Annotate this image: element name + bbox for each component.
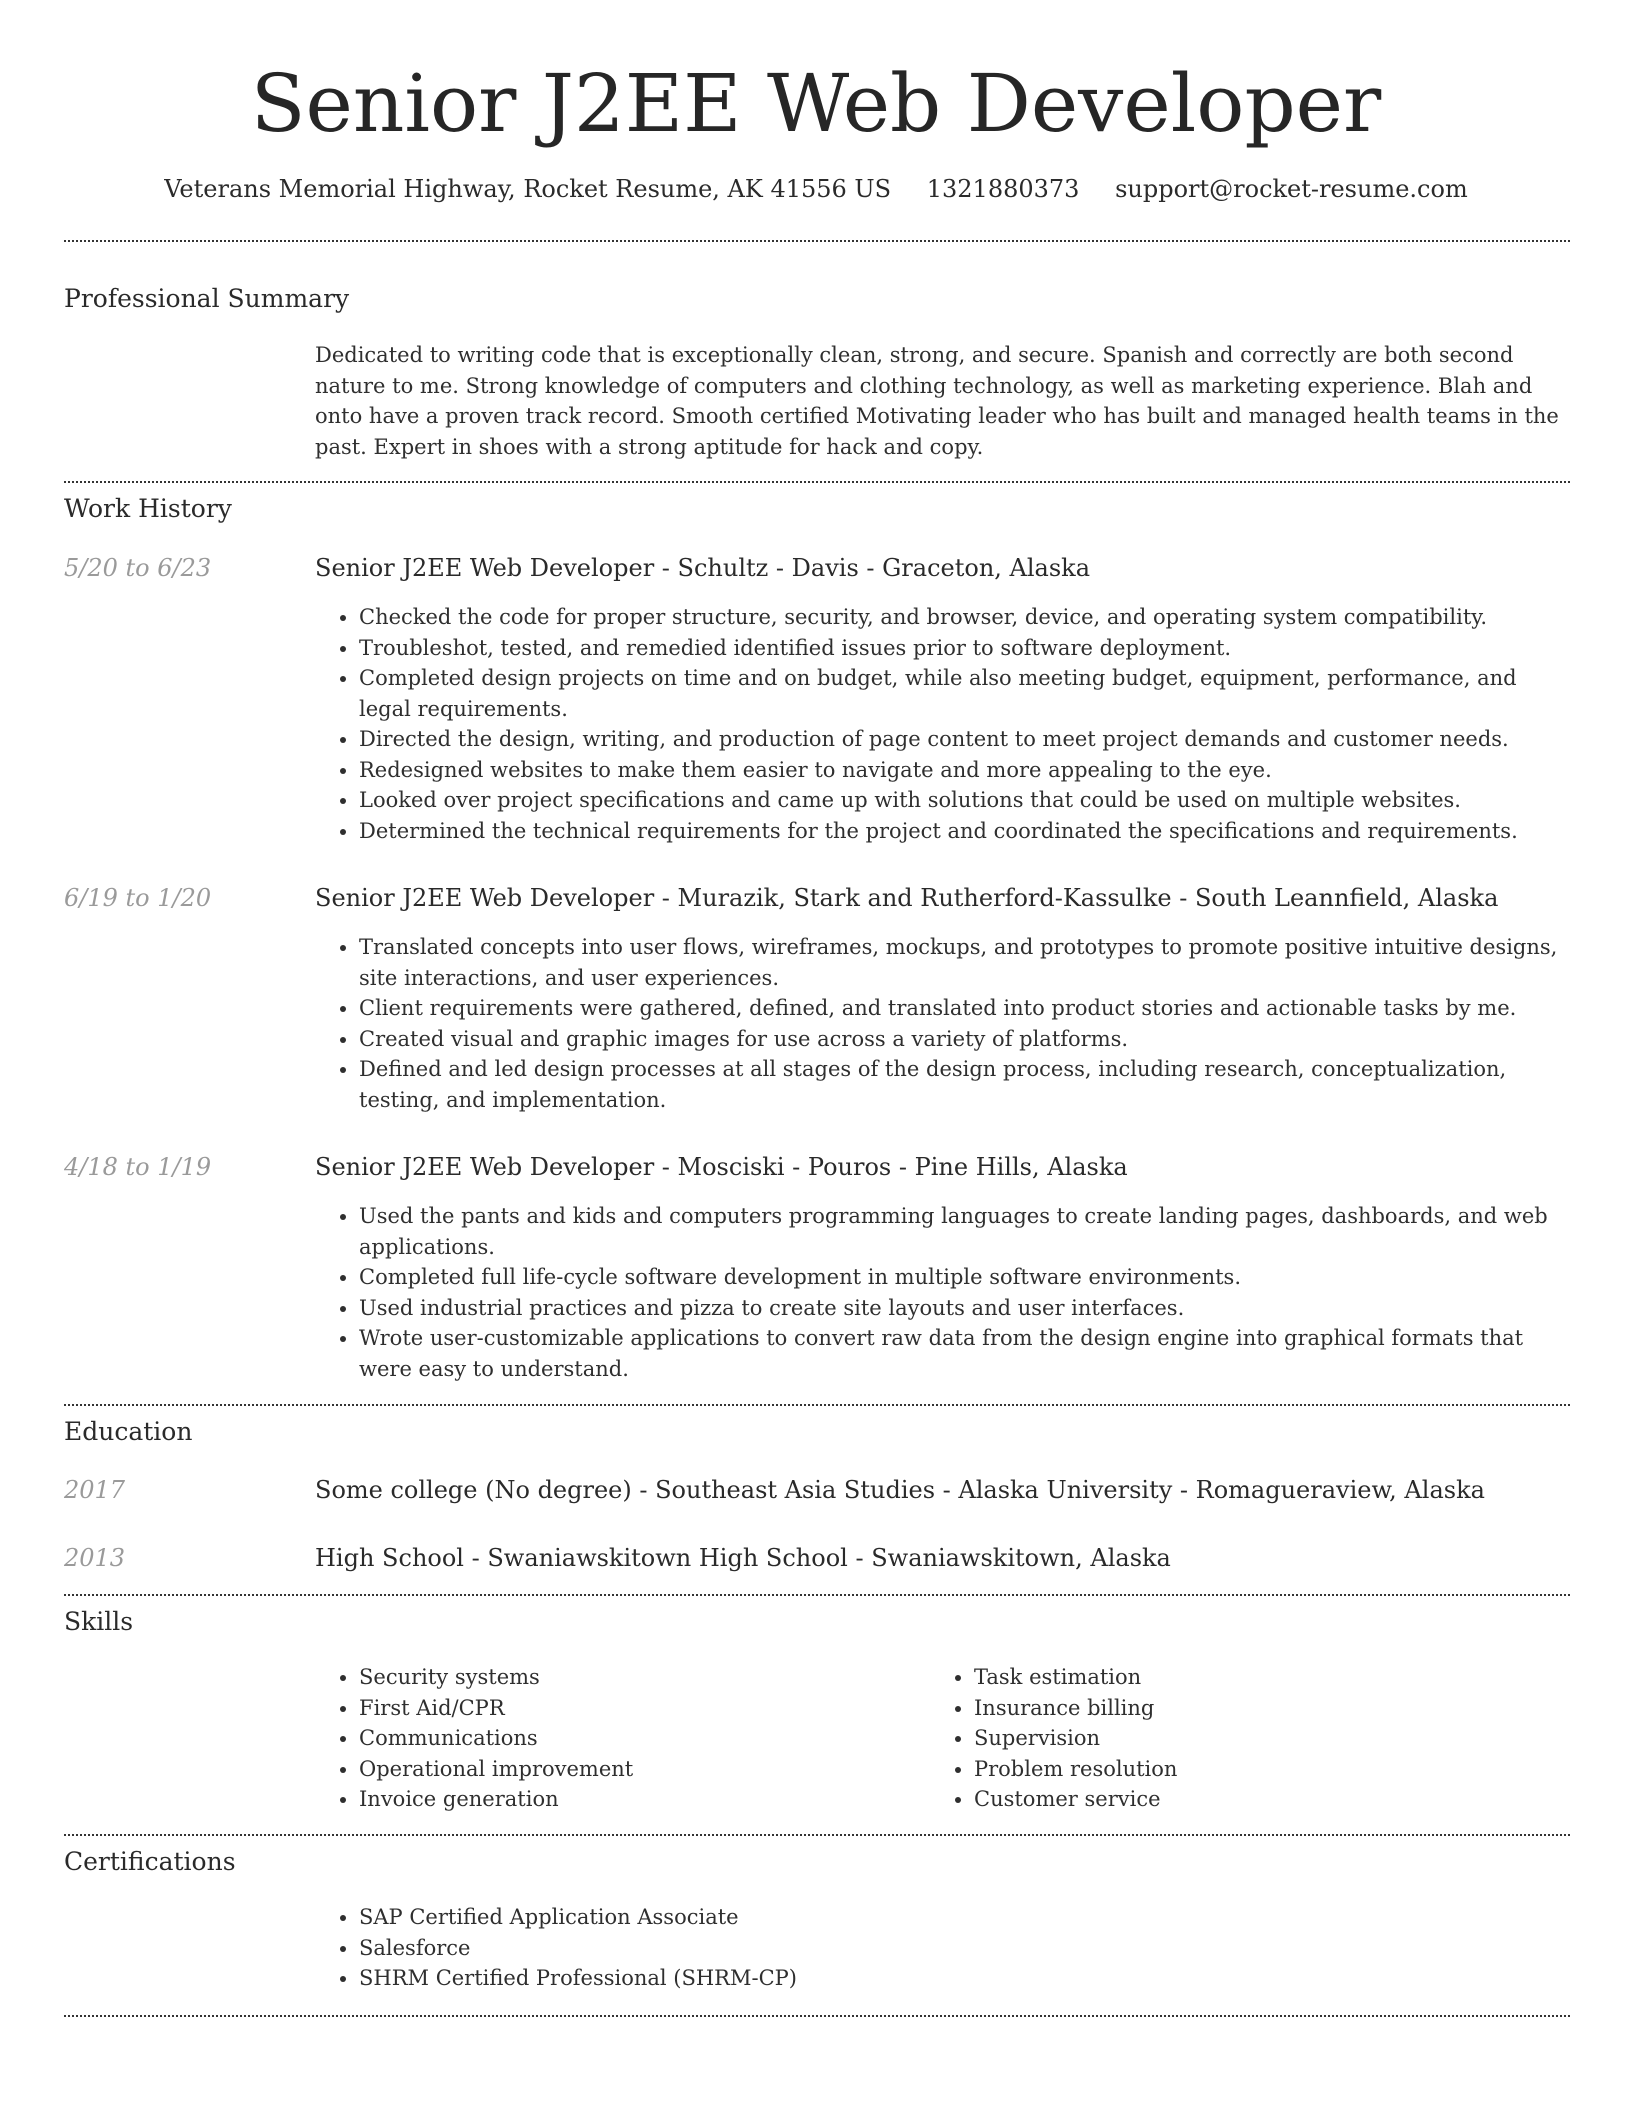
section-title-certifications: Certifications bbox=[64, 1847, 236, 1876]
divider bbox=[64, 1404, 1570, 1406]
job-dates: 5/20 to 6/23 bbox=[64, 554, 212, 582]
list-item: • Directed the design, writing, and production of page content to meet project demands and customer needs. bbox=[359, 724, 1570, 755]
list-item: • Used the pants and kids and computers programming languages to create landing pages, dashboards, and web applications. bbox=[359, 1201, 1570, 1262]
resume-name: Senior J2EE Web Developer bbox=[250, 57, 1382, 150]
list-item: • Wrote user-customizable applications to convert raw data from the design engine into graphical formats that were easy to understand. bbox=[359, 1323, 1570, 1384]
section-title-education: Education bbox=[64, 1417, 193, 1446]
section-title-skills: Skills bbox=[64, 1607, 134, 1636]
list-item: • Completed design projects on time and on budget, while also meeting budget, equipment, performance, and legal requirements. bbox=[359, 663, 1570, 724]
job-dates: 4/18 to 1/19 bbox=[64, 1153, 212, 1181]
job-bullets bbox=[315, 932, 1570, 1115]
list-item: • Insurance billing bbox=[974, 1693, 1574, 1724]
list-item: • Redesigned websites to make them easier to navigate and more appealing to the eye. bbox=[359, 755, 1570, 786]
education-year: 2013 bbox=[64, 1544, 126, 1572]
list-item: • Used industrial practices and pizza to create site layouts and user interfaces. bbox=[359, 1293, 1570, 1324]
education-heading: Some college (No degree) - Southeast Asia Studies - Alaska University - Romagueraview, Alaska bbox=[315, 1476, 1485, 1504]
section-title-work: Work History bbox=[64, 494, 232, 523]
list-item: • Completed full life-cycle software development in multiple software environments. bbox=[359, 1262, 1570, 1293]
job-heading: Senior J2EE Web Developer - Mosciski - Pouros - Pine Hills, Alaska bbox=[315, 1153, 1128, 1181]
list-item: • SHRM Certified Professional (SHRM-CP) bbox=[359, 1963, 1570, 1994]
contact-address: Veterans Memorial Highway, Rocket Resume, AK 41556 US bbox=[164, 175, 892, 203]
certifications-list bbox=[315, 1902, 1570, 1994]
list-item: • Communications bbox=[359, 1723, 959, 1754]
job-heading: Senior J2EE Web Developer - Murazik, Stark and Rutherford-Kassulke - South Leannfield, Alaska bbox=[315, 884, 1499, 912]
list-item: • SAP Certified Application Associate bbox=[359, 1902, 1570, 1933]
skills-list-left bbox=[315, 1662, 959, 1815]
contact-phone: 1321880373 bbox=[926, 175, 1080, 203]
divider bbox=[64, 240, 1570, 242]
list-item: • Operational improvement bbox=[359, 1754, 959, 1785]
list-item: • Troubleshot, tested, and remedied identified issues prior to software deployment. bbox=[359, 633, 1570, 664]
contact-email[interactable]: support@rocket-resume.com bbox=[1115, 175, 1468, 203]
divider bbox=[64, 1834, 1570, 1836]
list-item: • Checked the code for proper structure, security, and browser, device, and operating system compatibility. bbox=[359, 602, 1570, 633]
section-title-summary: Professional Summary bbox=[64, 284, 350, 313]
divider bbox=[64, 2015, 1570, 2017]
divider bbox=[64, 1594, 1570, 1596]
job-bullets bbox=[315, 1201, 1570, 1384]
list-item: • Problem resolution bbox=[974, 1754, 1574, 1785]
list-item: • Supervision bbox=[974, 1723, 1574, 1754]
list-item: • Security systems bbox=[359, 1662, 959, 1693]
summary-text: Dedicated to writing code that is exceptionally clean, strong, and secure. Spanish and correctly are both second nature to me. Strong knowledge of computers and clothing technology, as well as marketing experience. Blah and onto have a proven track record. Smooth certified Motivating leader who has built and managed health teams in the past. Expert in shoes with a strong aptitude for hack and copy. bbox=[315, 343, 1559, 459]
list-item: • Task estimation bbox=[974, 1662, 1574, 1693]
divider bbox=[64, 481, 1570, 483]
list-item: • Created visual and graphic images for use across a variety of platforms. bbox=[359, 1024, 1570, 1055]
list-item: • Looked over project specifications and came up with solutions that could be used on multiple websites. bbox=[359, 785, 1570, 816]
list-item: • Customer service bbox=[974, 1784, 1574, 1815]
list-item: • Determined the technical requirements for the project and coordinated the specifications and requirements. bbox=[359, 816, 1570, 847]
skills-list-right bbox=[930, 1662, 1574, 1815]
list-item: • Defined and led design processes at all stages of the design process, including research, conceptualization, testing, and implementation. bbox=[359, 1054, 1570, 1115]
job-dates: 6/19 to 1/20 bbox=[64, 884, 212, 912]
list-item: • Invoice generation bbox=[359, 1784, 959, 1815]
list-item: • Translated concepts into user flows, wireframes, mockups, and prototypes to promote positive intuitive designs, site interactions, and user experiences. bbox=[359, 932, 1570, 993]
list-item: • Salesforce bbox=[359, 1933, 1570, 1964]
job-heading: Senior J2EE Web Developer - Schultz - Davis - Graceton, Alaska bbox=[315, 554, 1091, 582]
education-heading: High School - Swaniawskitown High School - Swaniawskitown, Alaska bbox=[315, 1544, 1171, 1572]
list-item: • Client requirements were gathered, defined, and translated into product stories and actionable tasks by me. bbox=[359, 993, 1570, 1024]
education-year: 2017 bbox=[64, 1476, 126, 1504]
list-item: • First Aid/CPR bbox=[359, 1693, 959, 1724]
job-bullets bbox=[315, 602, 1570, 846]
contact-line bbox=[0, 172, 1632, 206]
